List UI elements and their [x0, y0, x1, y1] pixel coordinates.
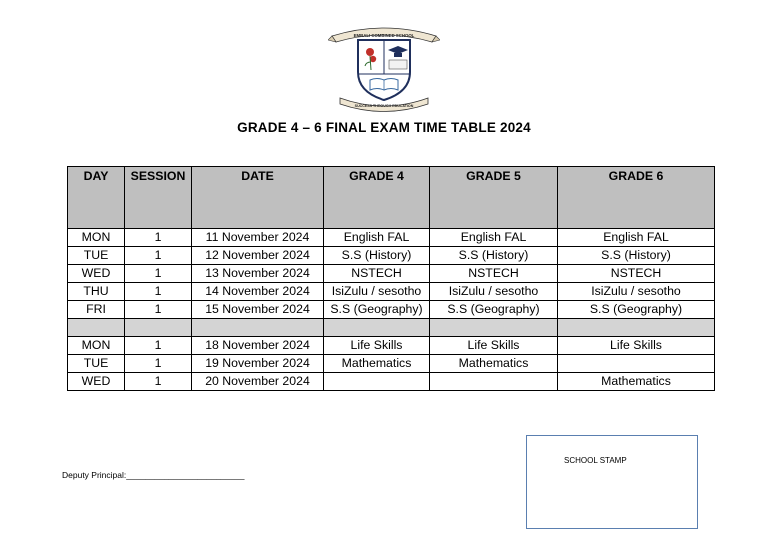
cell-grade-6: NSTECH: [558, 265, 715, 283]
cell-grade-6: S.S (History): [558, 247, 715, 265]
crest-school-name: EMBALI COMBINED SCHOOL: [353, 33, 415, 38]
cell-grade-4: IsiZulu / sesotho: [324, 283, 430, 301]
table-row: [68, 265, 715, 283]
cell-day: MON: [68, 337, 125, 355]
cell-day: WED: [68, 373, 125, 391]
cell-session: 1: [125, 265, 192, 283]
school-stamp-box: [526, 435, 698, 529]
table-row: [68, 337, 715, 355]
cell-grade-4: Mathematics: [324, 355, 430, 373]
spacer-cell: [324, 319, 430, 337]
cell-session: 1: [125, 301, 192, 319]
cell-day: FRI: [68, 301, 125, 319]
deputy-principal-signature: [62, 470, 244, 480]
cell-date: 11 November 2024: [192, 229, 324, 247]
cell-session: 1: [125, 283, 192, 301]
cell-grade-4: NSTECH: [324, 265, 430, 283]
cell-grade-5: S.S (History): [430, 247, 558, 265]
cell-session: 1: [125, 373, 192, 391]
cell-grade-6: S.S (Geography): [558, 301, 715, 319]
cell-day: MON: [68, 229, 125, 247]
cell-grade-6: IsiZulu / sesotho: [558, 283, 715, 301]
table-row: [68, 283, 715, 301]
cell-grade-5: Life Skills: [430, 337, 558, 355]
cell-grade-5: English FAL: [430, 229, 558, 247]
cell-date: 15 November 2024: [192, 301, 324, 319]
column-header-grade-6: GRADE 6: [558, 167, 715, 229]
cell-grade-6: English FAL: [558, 229, 715, 247]
column-header-session: SESSION: [125, 167, 192, 229]
cell-grade-5: NSTECH: [430, 265, 558, 283]
table-row: [68, 229, 715, 247]
cell-session: 1: [125, 355, 192, 373]
cell-date: 14 November 2024: [192, 283, 324, 301]
table-row: [68, 247, 715, 265]
cell-date: 12 November 2024: [192, 247, 324, 265]
cell-grade-5: S.S (Geography): [430, 301, 558, 319]
spacer-cell: [125, 319, 192, 337]
school-stamp-label: SCHOOL STAMP: [564, 456, 627, 465]
cell-session: 1: [125, 247, 192, 265]
cell-day: TUE: [68, 247, 125, 265]
deputy-principal-label: Deputy Principal:: [62, 470, 127, 480]
cell-grade-6: [558, 355, 715, 373]
spacer-cell: [430, 319, 558, 337]
spacer-cell: [192, 319, 324, 337]
table-row: [68, 301, 715, 319]
table-row: [68, 355, 715, 373]
cell-session: 1: [125, 337, 192, 355]
table-row: [68, 373, 715, 391]
column-header-day: DAY: [68, 167, 125, 229]
page-title: GRADE 4 – 6 FINAL EXAM TIME TABLE 2024: [237, 120, 531, 135]
spacer-cell: [558, 319, 715, 337]
timetable-header-row: [68, 167, 715, 229]
cell-grade-4: S.S (Geography): [324, 301, 430, 319]
cell-grade-6: Life Skills: [558, 337, 715, 355]
spacer-cell: [68, 319, 125, 337]
cell-grade-4: S.S (History): [324, 247, 430, 265]
exam-timetable: [67, 166, 715, 391]
cell-grade-5: [430, 373, 558, 391]
cell-day: THU: [68, 283, 125, 301]
cell-date: 18 November 2024: [192, 337, 324, 355]
cell-date: 13 November 2024: [192, 265, 324, 283]
cell-grade-5: IsiZulu / sesotho: [430, 283, 558, 301]
signature-line: _________________________: [126, 470, 245, 480]
cell-grade-5: Mathematics: [430, 355, 558, 373]
column-header-grade-5: GRADE 5: [430, 167, 558, 229]
cell-grade-4: [324, 373, 430, 391]
table-spacer-row: [68, 319, 715, 337]
cell-grade-6: Mathematics: [558, 373, 715, 391]
school-crest-logo: [328, 22, 440, 112]
cell-grade-4: Life Skills: [324, 337, 430, 355]
column-header-grade-4: GRADE 4: [324, 167, 430, 229]
cell-day: WED: [68, 265, 125, 283]
cell-date: 19 November 2024: [192, 355, 324, 373]
column-header-date: DATE: [192, 167, 324, 229]
crest-school-motto: SUCCESS THROUGH EDUCATION: [354, 104, 414, 108]
cell-session: 1: [125, 229, 192, 247]
cell-date: 20 November 2024: [192, 373, 324, 391]
cell-day: TUE: [68, 355, 125, 373]
cell-grade-4: English FAL: [324, 229, 430, 247]
